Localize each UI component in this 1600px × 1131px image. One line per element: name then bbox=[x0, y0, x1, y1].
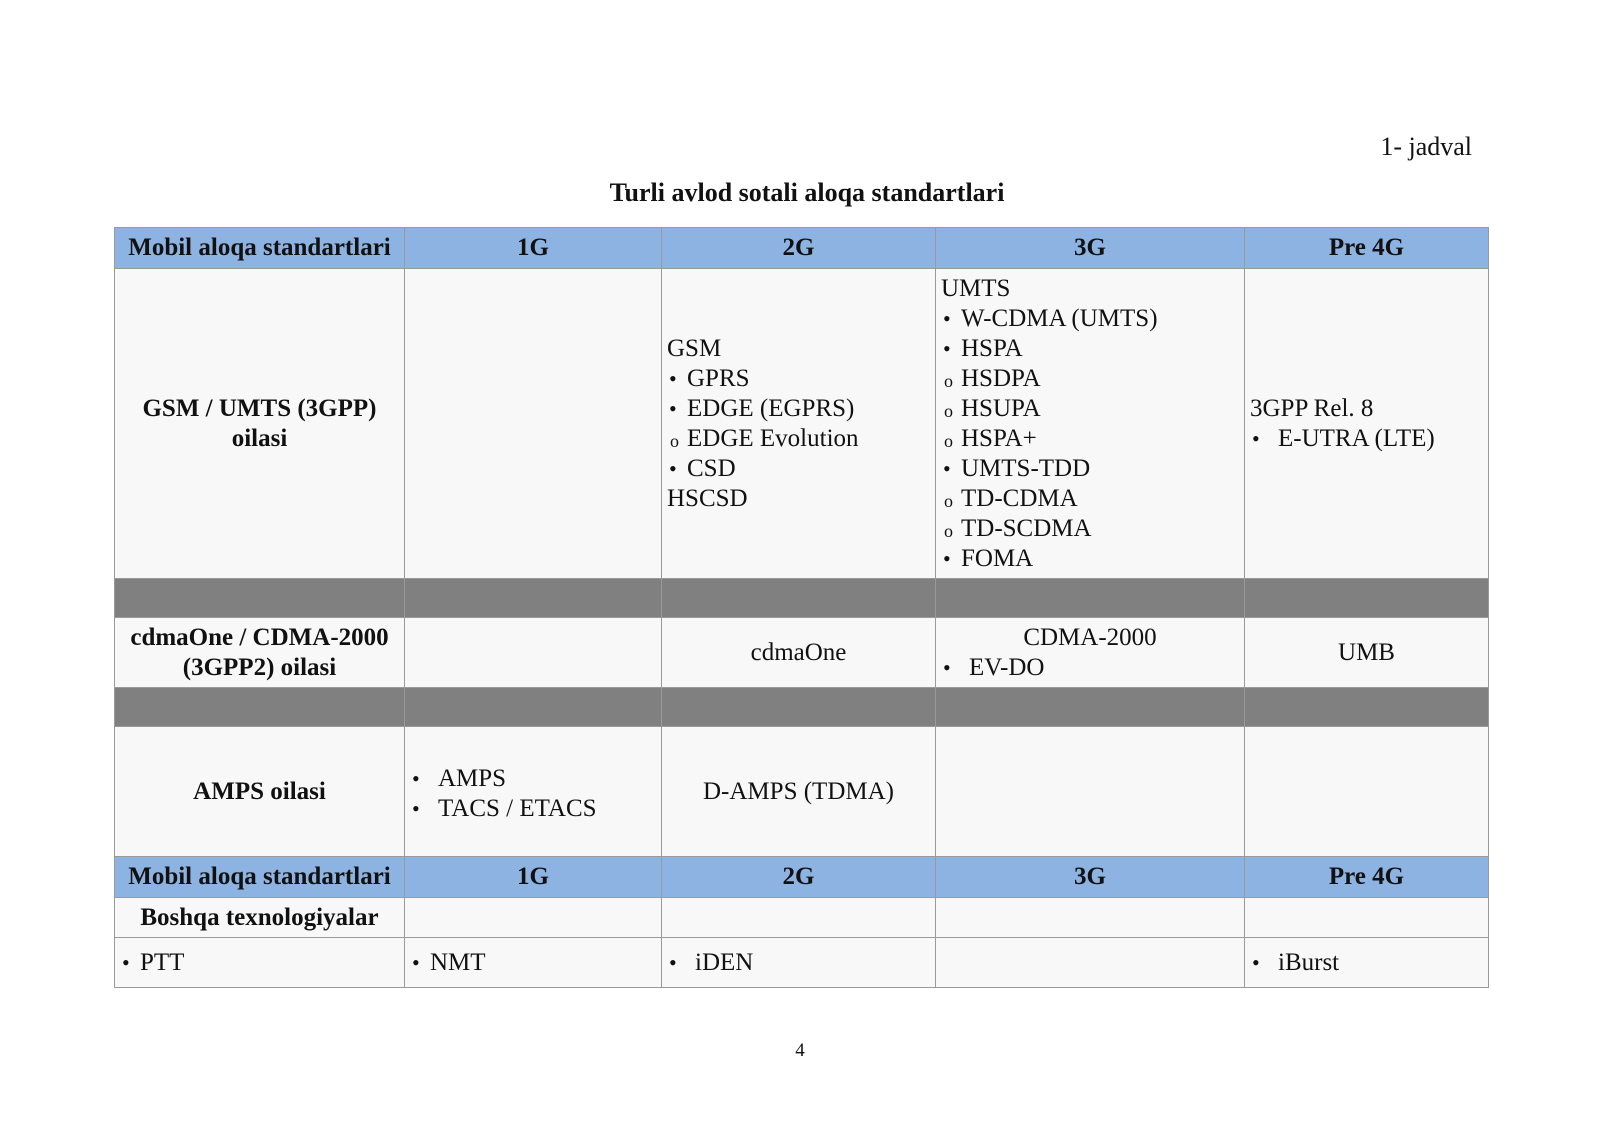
list-item: • EV-DO bbox=[941, 653, 1239, 683]
list-item: o HSPA+ bbox=[941, 424, 1239, 454]
separator-row bbox=[115, 579, 1489, 618]
list-item: o HSUPA bbox=[941, 394, 1239, 424]
list-item: • CSD bbox=[667, 454, 930, 484]
header-row bbox=[115, 228, 1489, 269]
other-cell-4 bbox=[1245, 938, 1489, 988]
header-3g: 3G bbox=[936, 857, 1245, 898]
list-item: • TACS / ETACS bbox=[410, 794, 656, 824]
cdma-row bbox=[115, 618, 1489, 688]
gsm-row bbox=[115, 269, 1489, 579]
cdma-2g-cell: cdmaOne bbox=[662, 618, 936, 688]
gsm-pre4g-list bbox=[1250, 424, 1483, 454]
amps-pre4g-cell bbox=[1245, 727, 1489, 857]
amps-2g-cell: D-AMPS (TDMA) bbox=[662, 727, 936, 857]
list-item: • EDGE (EGPRS) bbox=[667, 394, 930, 424]
other-cell-0 bbox=[115, 938, 405, 988]
cdma-3g-title: CDMA-2000 bbox=[1023, 623, 1157, 651]
header-3g: 3G bbox=[936, 228, 1245, 269]
list-item: • E-UTRA (LTE) bbox=[1250, 424, 1483, 454]
gsm-1g-cell bbox=[405, 269, 662, 579]
other-cell-1 bbox=[405, 938, 662, 988]
cdma-3g-cell bbox=[936, 618, 1245, 688]
amps-3g-cell bbox=[936, 727, 1245, 857]
list-item: o TD-CDMA bbox=[941, 484, 1239, 514]
gsm-2g-cell bbox=[662, 269, 936, 579]
list-item: • AMPS bbox=[410, 764, 656, 794]
header-pre4g: Pre 4G bbox=[1245, 857, 1489, 898]
other-items-row bbox=[115, 938, 1489, 988]
gsm-3g-cell bbox=[936, 269, 1245, 579]
amps-1g-list bbox=[410, 764, 656, 824]
amps-row bbox=[115, 727, 1489, 857]
list-item: o HSDPA bbox=[941, 364, 1239, 394]
cdma-1g-cell bbox=[405, 618, 662, 688]
header-standards: Mobil aloqa standartlari bbox=[115, 857, 405, 898]
header-1g: 1G bbox=[405, 228, 662, 269]
header-standards: Mobil aloqa standartlari bbox=[115, 228, 405, 269]
document-title: Turli avlod sotali aloqa standartlari bbox=[609, 178, 1005, 207]
gsm-2g-list bbox=[667, 334, 930, 514]
other-technologies-label: Boshqa texnologiyalar bbox=[115, 898, 405, 938]
list-item: • W-CDMA (UMTS) bbox=[941, 304, 1239, 334]
other-cell-2 bbox=[662, 938, 936, 988]
list-item: • iDEN bbox=[667, 948, 930, 978]
list-item: • iBurst bbox=[1250, 948, 1483, 978]
list-item: GSM bbox=[667, 334, 722, 362]
standards-table bbox=[114, 227, 1489, 988]
list-item: • NMT bbox=[410, 948, 656, 978]
header-row-repeat bbox=[115, 857, 1489, 898]
page-number: 4 bbox=[795, 1040, 805, 1061]
amps-family-label: AMPS oilasi bbox=[115, 727, 405, 857]
header-2g: 2G bbox=[662, 228, 936, 269]
other-cell-3 bbox=[936, 938, 1245, 988]
table-caption: 1- jadval bbox=[1380, 132, 1472, 161]
other-label-row bbox=[115, 898, 1489, 938]
gsm-pre4g-cell bbox=[1245, 269, 1489, 579]
list-item: UMTS bbox=[941, 274, 1011, 302]
list-item: • PTT bbox=[120, 948, 399, 978]
list-item: • GPRS bbox=[667, 364, 930, 394]
cdma-pre4g-cell: UMB bbox=[1245, 618, 1489, 688]
list-item: • UMTS-TDD bbox=[941, 454, 1239, 484]
separator-row bbox=[115, 688, 1489, 727]
list-item: HSCSD bbox=[667, 484, 748, 512]
gsm-family-label: GSM / UMTS (3GPP) oilasi bbox=[115, 269, 405, 579]
cdma-3g-list bbox=[941, 653, 1239, 683]
gsm-3g-list bbox=[941, 274, 1239, 574]
list-item: • HSPA bbox=[941, 334, 1239, 364]
list-item: o EDGE Evolution bbox=[667, 424, 930, 454]
list-item: • FOMA bbox=[941, 544, 1239, 574]
gsm-pre4g-title: 3GPP Rel. 8 bbox=[1250, 394, 1374, 422]
list-item: o TD-SCDMA bbox=[941, 514, 1239, 544]
header-2g: 2G bbox=[662, 857, 936, 898]
header-1g: 1G bbox=[405, 857, 662, 898]
amps-1g-cell bbox=[405, 727, 662, 857]
header-pre4g: Pre 4G bbox=[1245, 228, 1489, 269]
cdma-family-label: cdmaOne / CDMA-2000 (3GPP2) oilasi bbox=[115, 618, 405, 688]
